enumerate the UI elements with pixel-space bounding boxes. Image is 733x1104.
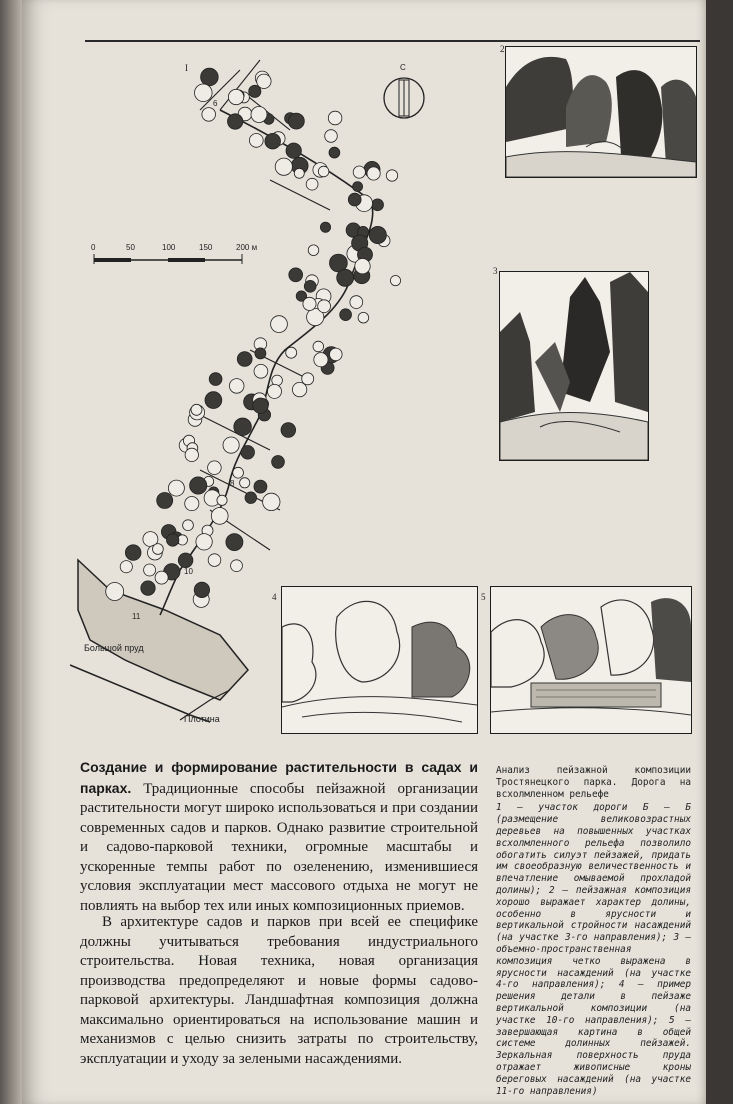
tree-symbol [288, 113, 304, 129]
tree-symbol [320, 222, 330, 232]
tree-symbol [271, 316, 288, 333]
tree-symbol [211, 508, 228, 525]
tree-symbol [372, 199, 384, 211]
tree-symbol [185, 448, 198, 461]
tree-symbol [228, 114, 243, 129]
sketch-3-drawing [500, 272, 648, 460]
tree-symbol [294, 168, 304, 178]
tree-symbol [226, 534, 243, 551]
tree-symbol [275, 158, 292, 175]
tree-symbol [353, 166, 365, 178]
map-point-6: 6 [213, 99, 218, 108]
tree-symbol [306, 178, 318, 190]
tree-symbol [390, 276, 400, 286]
tree-symbol [167, 534, 179, 546]
north-label: С [400, 63, 406, 72]
tree-symbol [229, 379, 244, 394]
sketch-3 [499, 271, 649, 461]
tree-symbol [286, 347, 297, 358]
tree-symbol [386, 170, 397, 181]
scale-tick-150: 150 [199, 243, 213, 252]
tree-symbol [157, 493, 173, 509]
tree-symbol [314, 353, 328, 367]
tree-symbol [329, 147, 340, 158]
tree-symbol [272, 456, 285, 469]
tree-symbol [191, 404, 202, 415]
tree-symbol [240, 478, 250, 488]
section-heading: Создание и формирование растительности в садах и парках. [80, 759, 478, 796]
tree-symbol [155, 571, 168, 584]
tree-symbol [304, 280, 316, 292]
map-point-11: 11 [132, 612, 141, 621]
scale-tick-100: 100 [162, 243, 176, 252]
tree-symbol [208, 461, 222, 475]
tree-symbol [358, 312, 369, 323]
figure-caption-header: Анализ пейзажной композиции Тростянецкого парка. Дорога на всхолмленном рельефе [496, 765, 691, 800]
sketch-4 [281, 586, 478, 734]
tree-symbol [178, 553, 193, 568]
tree-symbol [223, 437, 239, 453]
tree-symbol [217, 495, 227, 505]
tree-symbol [328, 111, 342, 125]
tree-symbol [141, 581, 155, 595]
sketch-4-drawing [282, 587, 477, 733]
tree-symbol [263, 493, 280, 510]
tree-symbol [308, 245, 319, 256]
paragraph-2: В архитектуре садов и парков при всей ее специфике должны учитываться требования индустриального строительства. Новая техника, новая организация производства предопределяют и новые формы садово-парковой архитектуры. Ландшафтная композиция должна максимально ориентироваться на использование машин и механизмов с целью снизить затраты по строительству, эксплуатации и уходу за зелеными насаждениями. [80, 914, 478, 1067]
tree-symbol [144, 564, 156, 576]
tree-symbol [255, 348, 266, 359]
tree-symbol [168, 480, 184, 496]
tree-symbol [194, 582, 209, 597]
paragraph-1: Традиционные способы пейзажной организации растительности могут широко использоваться и при создании современных садов и парков. Однако развитие строительной и садово-парковой техники, огромные масштабы и ускоренные темпы работ по озеленению, изменившиеся условия эксплуатации мест массового отдыха не могут не повлиять на выбор тех или иных композиционных приемов. [80, 780, 478, 914]
tree-symbol [340, 309, 352, 321]
tree-symbol [202, 108, 216, 122]
tree-symbol [231, 560, 243, 572]
tree-symbol [355, 259, 370, 274]
map-point-10: 10 [184, 567, 193, 576]
sketch-2 [505, 46, 697, 178]
tree-symbol [353, 182, 363, 192]
tree-symbol [254, 364, 268, 378]
scale-tick-200: 200 м [236, 243, 258, 252]
figure-caption [496, 765, 691, 1097]
tree-symbol [350, 296, 363, 309]
figure-1-number: I [185, 63, 188, 73]
tree-symbol [183, 520, 194, 531]
tree-symbol [292, 382, 306, 396]
scale-tick-0: 0 [91, 243, 96, 252]
tree-symbol [253, 398, 268, 413]
tree-symbol [313, 341, 324, 352]
tree-symbol [241, 446, 255, 460]
tree-clusters [106, 68, 401, 607]
dam-label: Плотина [184, 714, 220, 724]
tree-symbol [348, 193, 361, 206]
figure-4-number: 4 [272, 592, 277, 602]
figure-5-number: 5 [481, 592, 486, 602]
tree-symbol [257, 74, 271, 88]
tree-symbol [125, 545, 141, 561]
top-rule [85, 40, 700, 42]
sketch-5-drawing [491, 587, 691, 733]
tree-symbol [201, 68, 219, 86]
tree-symbol [205, 392, 222, 409]
pond-label: Большой пруд [84, 643, 144, 653]
tree-symbol [245, 492, 257, 504]
tree-symbol [185, 497, 199, 511]
tree-symbol [318, 166, 329, 177]
section-heading-paragraph [80, 758, 478, 916]
tree-symbol [318, 300, 331, 313]
tree-symbol [120, 561, 132, 573]
tree-symbol [228, 89, 243, 104]
tree-symbol [209, 373, 222, 386]
map-point-8: 8 [230, 479, 235, 488]
figure-caption-body: 1 — участок дороги Б — Б (размещение великовозрастных деревьев на повышенных участках всхолмленного рельефа позволило обогатить силуэт пейзажей, придать им своеобразную величественность и впечатление омываемой прохладой долины); 2 — пейзажная композиция хорошо выражает характер долины, особенно в ярусности и вертикальной стройности насаждений (на участке 3-го направления); 3 — объемно-пространственная композиция четко выражена в ярусности насаждений (на участке 4-го направления); 4 — пример решения детали в пейзаже вертикальной композиции (на участке 10-го направления); 5 — завершающая картина в общей системе долинных пейзажей. Зеркальная поверхность пруда отражает живописные кроны береговых насаждений (на участке 11-го направления) [496, 802, 691, 1097]
tree-symbol [251, 107, 267, 123]
figure-3-number: 3 [493, 266, 498, 276]
tree-symbol [281, 423, 296, 438]
tree-symbol [303, 297, 316, 310]
tree-symbol [190, 477, 207, 494]
tree-symbol [237, 352, 252, 367]
tree-symbol [337, 269, 354, 286]
sketch-2-drawing [506, 47, 696, 177]
book-spine-edge [0, 0, 22, 1104]
tree-symbol [106, 583, 124, 601]
tree-symbol [268, 384, 282, 398]
tree-symbol [302, 373, 314, 385]
tree-symbol [367, 167, 380, 180]
tree-symbol [289, 268, 303, 282]
tree-symbol [234, 418, 252, 436]
tree-symbol [254, 480, 267, 493]
tree-symbol [153, 544, 164, 555]
tree-symbol [330, 348, 343, 361]
sketch-5 [490, 586, 692, 734]
scale-tick-50: 50 [126, 243, 135, 252]
tree-symbol [233, 467, 244, 478]
tree-symbol [249, 134, 263, 148]
tree-symbol [265, 133, 281, 149]
north-arrow-icon [384, 78, 424, 118]
scale-bar [94, 254, 242, 264]
tree-symbol [196, 534, 212, 550]
tree-symbol [208, 554, 221, 567]
tree-symbol [369, 226, 386, 243]
tree-symbol [286, 143, 301, 158]
main-path [160, 110, 373, 615]
tree-symbol [325, 130, 338, 143]
tree-symbol [195, 84, 213, 102]
figure-2-number: 2 [500, 44, 505, 54]
